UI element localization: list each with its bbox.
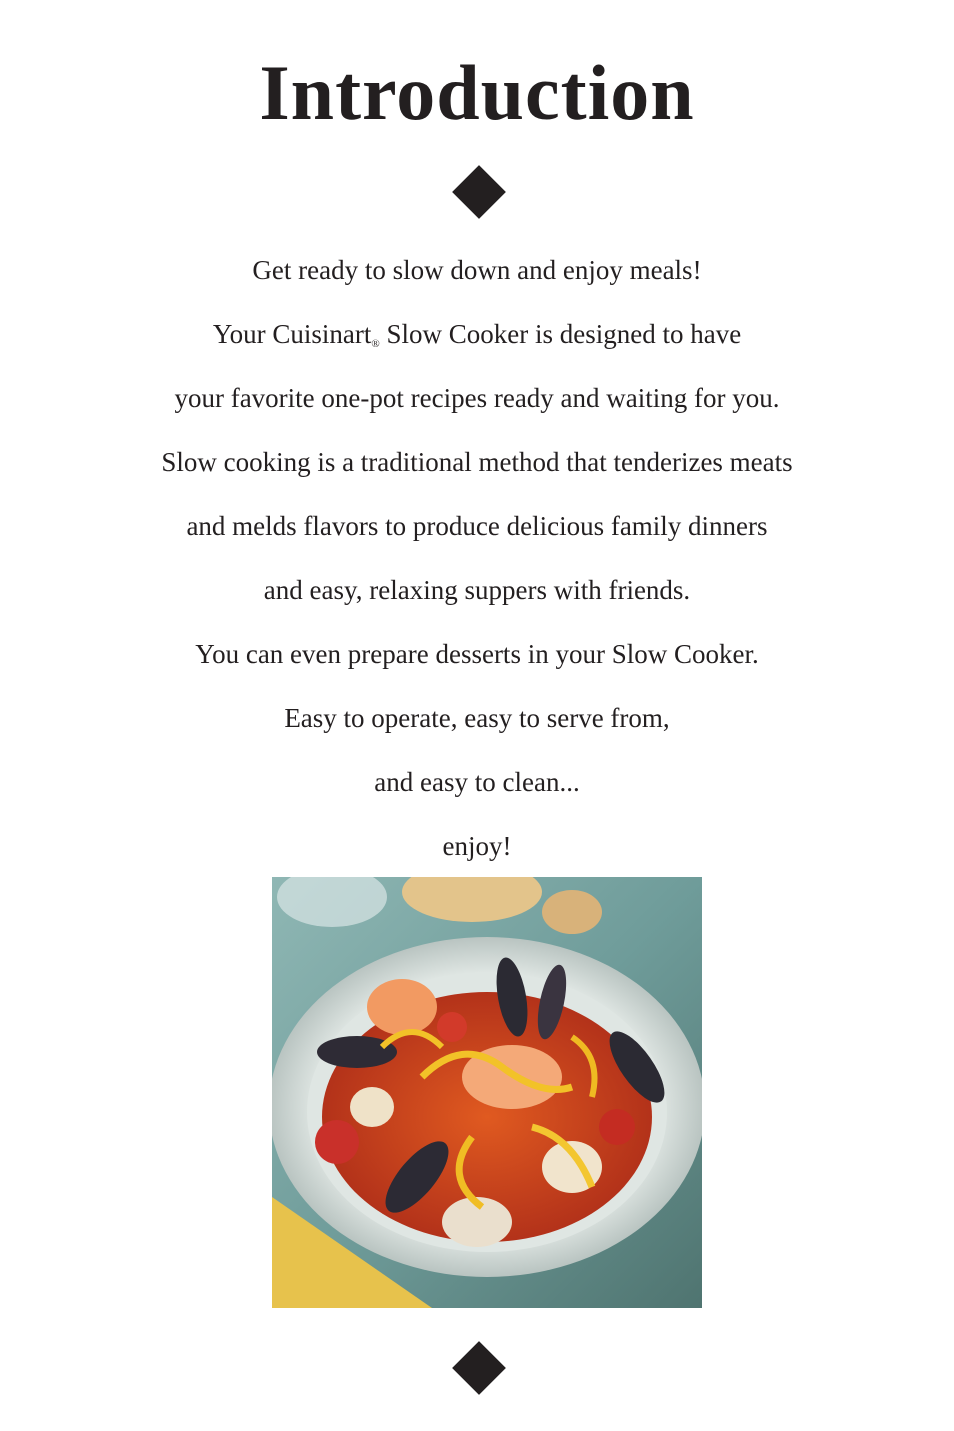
intro-line: You can even prepare desserts in your Slow Cooker. — [195, 639, 759, 669]
seafood-stew-photo — [272, 877, 702, 1308]
intro-line: Get ready to slow down and enjoy meals! — [252, 255, 702, 285]
intro-line: Easy to operate, easy to serve from, — [284, 703, 670, 733]
registered-mark: ® — [371, 338, 380, 350]
intro-line-rest: Slow Cooker is designed to have — [379, 319, 742, 349]
diamond-icon — [452, 165, 506, 219]
intro-line: your favorite one-pot recipes ready and waiting for you. — [174, 383, 780, 413]
brand-name: Your Cuisinart — [212, 319, 372, 349]
intro-line: Slow cooking is a traditional method that tenderizes meats — [161, 447, 793, 477]
intro-line — [0, 302, 954, 366]
page-title: Introduction — [259, 49, 695, 136]
intro-line: and easy, relaxing suppers with friends. — [263, 575, 691, 605]
intro-line: and melds flavors to produce delicious family dinners — [186, 511, 768, 541]
intro-line: and easy to clean... — [374, 767, 580, 797]
diamond-icon — [452, 1341, 506, 1395]
intro-closing: enjoy! — [442, 831, 512, 861]
intro-text — [0, 238, 954, 878]
food-illustration — [272, 877, 702, 1308]
